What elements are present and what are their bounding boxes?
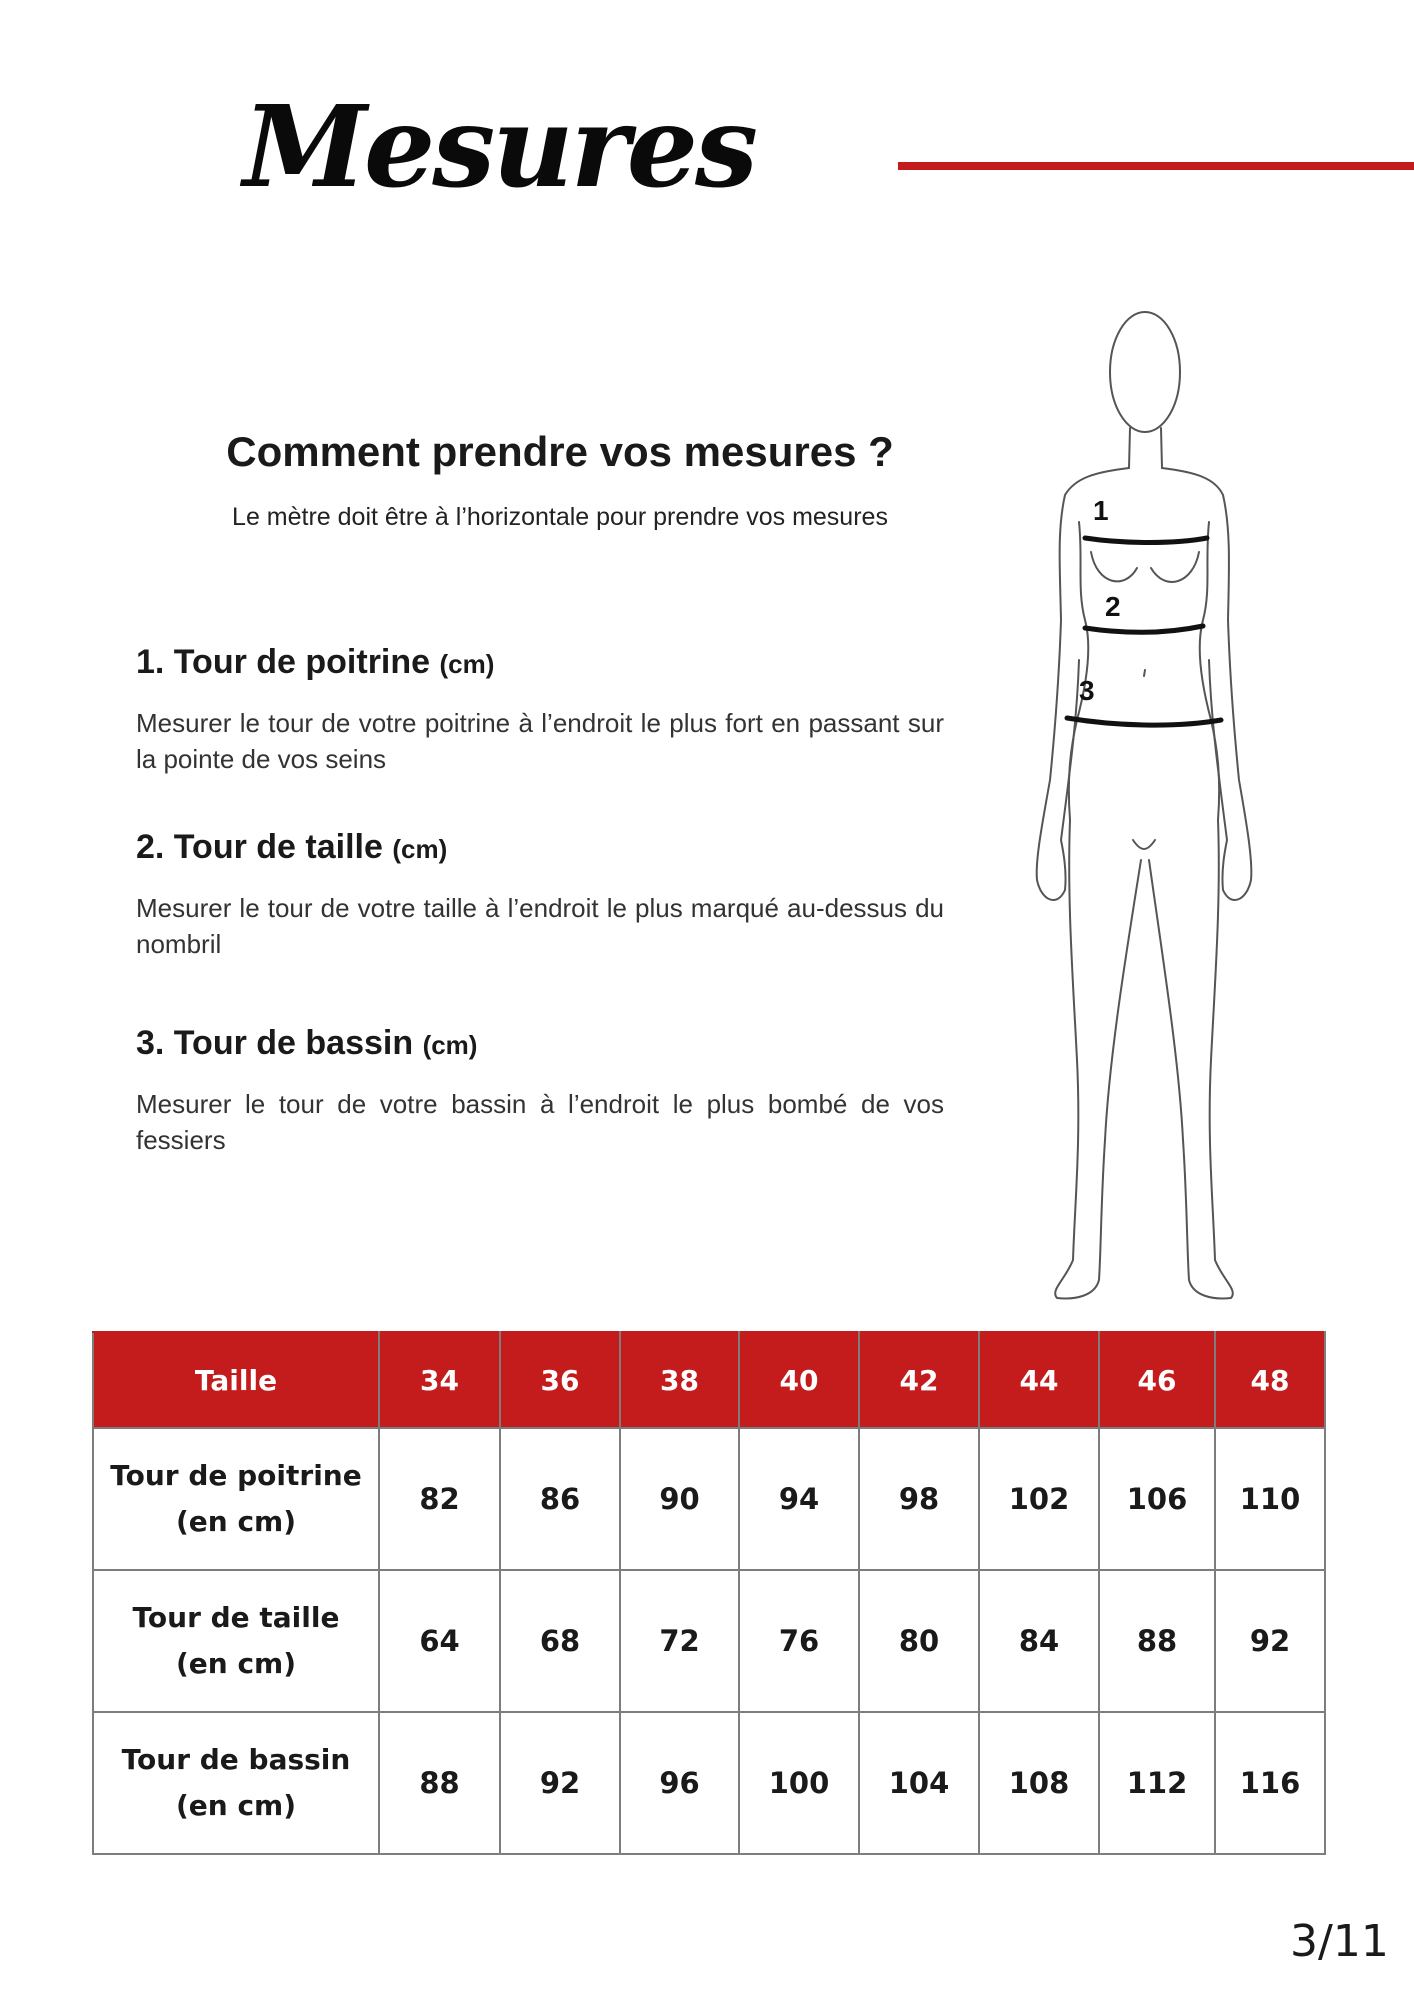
figure-neck bbox=[1129, 428, 1162, 468]
table-cell: 64 bbox=[379, 1570, 500, 1712]
row-label-line: Tour de bassin bbox=[121, 1743, 351, 1776]
figure-left-leg bbox=[1055, 820, 1141, 1298]
section-description: Mesurer le tour de votre poitrine à l’endroit le plus fort en passant sur la pointe de vos seins bbox=[136, 708, 944, 774]
figure-right-arm bbox=[1162, 468, 1251, 900]
figure-navel bbox=[1144, 670, 1145, 676]
howto-subtitle: Le mètre doit être à l’horizontale pour prendre vos mesures bbox=[232, 503, 888, 531]
page-title: Mesures bbox=[243, 82, 756, 213]
row-label-cell bbox=[93, 1428, 379, 1570]
section-title bbox=[136, 1024, 477, 1063]
header-cell-size: 34 bbox=[379, 1332, 500, 1428]
header-cell-size-label: Taille bbox=[93, 1332, 379, 1428]
header-cell-size: 44 bbox=[979, 1332, 1099, 1428]
table-row-waist bbox=[93, 1570, 1325, 1712]
figure-label-3: 3 bbox=[1079, 675, 1095, 706]
body-figure-illustration bbox=[1015, 300, 1265, 1300]
table-cell: 90 bbox=[620, 1428, 739, 1570]
table-cell: 72 bbox=[620, 1570, 739, 1712]
row-label-cell bbox=[93, 1570, 379, 1712]
section-title bbox=[136, 643, 494, 682]
table-cell: 112 bbox=[1099, 1712, 1215, 1854]
howto-heading: Comment prendre vos mesures ? bbox=[226, 428, 894, 475]
header-cell-size: 36 bbox=[500, 1332, 620, 1428]
row-label-cell bbox=[93, 1712, 379, 1854]
section-description: Mesurer le tour de votre bassin à l’endroit le plus bombé de vos fessiers bbox=[136, 1089, 944, 1155]
section-title-text: 3. Tour de bassin bbox=[136, 1024, 414, 1062]
figure-right-leg bbox=[1149, 820, 1233, 1298]
section-unit: (cm) bbox=[422, 1030, 478, 1060]
chest-measure-band bbox=[1085, 538, 1207, 543]
table-cell: 76 bbox=[739, 1570, 859, 1712]
row-label-line: Tour de taille bbox=[132, 1601, 340, 1634]
table-cell: 92 bbox=[500, 1712, 620, 1854]
table-cell: 92 bbox=[1215, 1570, 1325, 1712]
section-unit: (cm) bbox=[392, 834, 448, 864]
table-cell: 68 bbox=[500, 1570, 620, 1712]
size-chart-table bbox=[92, 1331, 1326, 1855]
waist-measure-band bbox=[1085, 626, 1203, 632]
header-cell-size: 42 bbox=[859, 1332, 979, 1428]
table-cell: 98 bbox=[859, 1428, 979, 1570]
row-label-line: Tour de poitrine bbox=[110, 1459, 362, 1492]
table-cell: 84 bbox=[979, 1570, 1099, 1712]
figure-label-1: 1 bbox=[1093, 495, 1109, 526]
table-cell: 82 bbox=[379, 1428, 500, 1570]
table-cell: 116 bbox=[1215, 1712, 1325, 1854]
row-label-unit: (en cm) bbox=[175, 1647, 297, 1680]
figure-head bbox=[1110, 312, 1180, 432]
table-cell: 104 bbox=[859, 1712, 979, 1854]
section-description: Mesurer le tour de votre taille à l’endroit le plus marqué au-dessus du nombril bbox=[136, 893, 944, 959]
row-label-unit: (en cm) bbox=[175, 1505, 297, 1538]
table-cell: 100 bbox=[739, 1712, 859, 1854]
figure-groin bbox=[1133, 840, 1155, 849]
table-cell: 86 bbox=[500, 1428, 620, 1570]
table-cell: 88 bbox=[379, 1712, 500, 1854]
figure-label-2: 2 bbox=[1105, 591, 1121, 622]
table-header-row bbox=[93, 1332, 1325, 1428]
section-title-text: 1. Tour de poitrine bbox=[136, 643, 431, 681]
table-cell: 110 bbox=[1215, 1428, 1325, 1570]
figure-bust bbox=[1091, 552, 1199, 582]
section-title bbox=[136, 828, 447, 867]
table-cell: 102 bbox=[979, 1428, 1099, 1570]
header-cell-size: 48 bbox=[1215, 1332, 1325, 1428]
table-cell: 88 bbox=[1099, 1570, 1215, 1712]
title-divider-line bbox=[898, 162, 1414, 170]
section-title-text: 2. Tour de taille bbox=[136, 828, 383, 866]
header-cell-size: 46 bbox=[1099, 1332, 1215, 1428]
section-unit: (cm) bbox=[439, 649, 495, 679]
table-cell: 94 bbox=[739, 1428, 859, 1570]
header-cell-size: 40 bbox=[739, 1332, 859, 1428]
page-number: 3/11 bbox=[1290, 1916, 1389, 1967]
hip-measure-band bbox=[1067, 718, 1221, 725]
table-cell: 96 bbox=[620, 1712, 739, 1854]
header-cell-size: 38 bbox=[620, 1332, 739, 1428]
table-cell: 80 bbox=[859, 1570, 979, 1712]
table-cell: 108 bbox=[979, 1712, 1099, 1854]
table-row-chest bbox=[93, 1428, 1325, 1570]
row-label-unit: (en cm) bbox=[175, 1789, 297, 1822]
table-row-hips bbox=[93, 1712, 1325, 1854]
table-cell: 106 bbox=[1099, 1428, 1215, 1570]
